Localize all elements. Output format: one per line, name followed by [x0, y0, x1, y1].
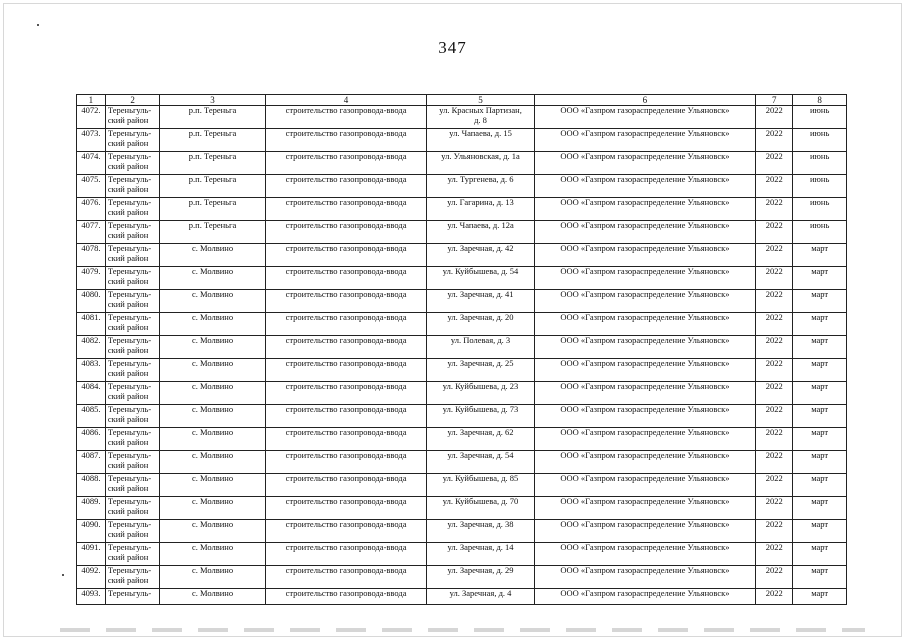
organization-cell: ООО «Газпром газораспределение Ульяновск»: [534, 244, 756, 267]
row-number: 4083.: [77, 359, 106, 382]
month-cell: март: [793, 382, 847, 405]
scan-edge-artifact: [60, 628, 865, 632]
scan-speck: [62, 574, 64, 576]
district-cell: Тереньгуль- ский район: [105, 313, 160, 336]
work-type-cell: строительство газопровода-ввода: [265, 106, 427, 129]
month-cell: март: [793, 497, 847, 520]
year-cell: 2022: [756, 336, 793, 359]
row-number: 4092.: [77, 566, 106, 589]
month-cell: июнь: [793, 129, 847, 152]
address-cell: ул. Тургенева, д. 6: [427, 175, 534, 198]
organization-cell: ООО «Газпром газораспределение Ульяновск»: [534, 175, 756, 198]
address-cell: ул. Гагарина, д. 13: [427, 198, 534, 221]
settlement-cell: с. Молвино: [160, 497, 265, 520]
district-cell: Тереньгуль- ский район: [105, 497, 160, 520]
year-cell: 2022: [756, 290, 793, 313]
month-cell: март: [793, 428, 847, 451]
organization-cell: ООО «Газпром газораспределение Ульяновск»: [534, 497, 756, 520]
district-cell: Тереньгуль- ский район: [105, 428, 160, 451]
year-cell: 2022: [756, 359, 793, 382]
district-cell: Тереньгуль- ский район: [105, 221, 160, 244]
address-cell: ул. Чапаева, д. 12а: [427, 221, 534, 244]
year-cell: 2022: [756, 451, 793, 474]
row-number: 4093.: [77, 589, 106, 605]
address-cell: ул. Ульяновская, д. 1а: [427, 152, 534, 175]
year-cell: 2022: [756, 405, 793, 428]
year-cell: 2022: [756, 313, 793, 336]
organization-cell: ООО «Газпром газораспределение Ульяновск»: [534, 198, 756, 221]
table-row: [77, 313, 847, 336]
row-number: 4074.: [77, 152, 106, 175]
settlement-cell: с. Молвино: [160, 543, 265, 566]
table-row: [77, 267, 847, 290]
row-number: 4086.: [77, 428, 106, 451]
year-cell: 2022: [756, 428, 793, 451]
year-cell: 2022: [756, 221, 793, 244]
col-header-2: 2: [105, 95, 160, 106]
work-type-cell: строительство газопровода-ввода: [265, 175, 427, 198]
year-cell: 2022: [756, 198, 793, 221]
row-number: 4078.: [77, 244, 106, 267]
table-row: [77, 543, 847, 566]
address-cell: ул. Куйбышева, д. 85: [427, 474, 534, 497]
row-number: 4079.: [77, 267, 106, 290]
settlement-cell: с. Молвино: [160, 589, 265, 605]
col-header-4: 4: [265, 95, 427, 106]
work-type-cell: строительство газопровода-ввода: [265, 566, 427, 589]
year-cell: 2022: [756, 244, 793, 267]
settlement-cell: с. Молвино: [160, 451, 265, 474]
row-number: 4087.: [77, 451, 106, 474]
district-cell: Тереньгуль- ский район: [105, 175, 160, 198]
address-cell: ул. Куйбышева, д. 73: [427, 405, 534, 428]
table-row: [77, 566, 847, 589]
year-cell: 2022: [756, 520, 793, 543]
month-cell: июнь: [793, 221, 847, 244]
year-cell: 2022: [756, 382, 793, 405]
work-type-cell: строительство газопровода-ввода: [265, 428, 427, 451]
year-cell: 2022: [756, 543, 793, 566]
month-cell: март: [793, 543, 847, 566]
address-cell: ул. Полевая, д. 3: [427, 336, 534, 359]
district-cell: Тереньгуль-: [105, 589, 160, 605]
district-cell: Тереньгуль- ский район: [105, 290, 160, 313]
settlement-cell: с. Молвино: [160, 566, 265, 589]
month-cell: март: [793, 290, 847, 313]
row-number: 4091.: [77, 543, 106, 566]
settlement-cell: с. Молвино: [160, 290, 265, 313]
month-cell: март: [793, 313, 847, 336]
table-row: [77, 106, 847, 129]
year-cell: 2022: [756, 474, 793, 497]
work-type-cell: строительство газопровода-ввода: [265, 359, 427, 382]
work-type-cell: строительство газопровода-ввода: [265, 290, 427, 313]
month-cell: март: [793, 451, 847, 474]
month-cell: март: [793, 267, 847, 290]
address-cell: ул. Красных Партизан, д. 8: [427, 106, 534, 129]
organization-cell: ООО «Газпром газораспределение Ульяновск»: [534, 129, 756, 152]
month-cell: март: [793, 589, 847, 605]
work-type-cell: строительство газопровода-ввода: [265, 520, 427, 543]
organization-cell: ООО «Газпром газораспределение Ульяновск»: [534, 359, 756, 382]
table-row: [77, 451, 847, 474]
table-row: [77, 198, 847, 221]
row-number: 4080.: [77, 290, 106, 313]
settlement-cell: с. Молвино: [160, 520, 265, 543]
work-type-cell: строительство газопровода-ввода: [265, 382, 427, 405]
month-cell: март: [793, 474, 847, 497]
row-number: 4082.: [77, 336, 106, 359]
organization-cell: ООО «Газпром газораспределение Ульяновск»: [534, 152, 756, 175]
year-cell: 2022: [756, 129, 793, 152]
organization-cell: ООО «Газпром газораспределение Ульяновск»: [534, 290, 756, 313]
work-type-cell: строительство газопровода-ввода: [265, 497, 427, 520]
col-header-6: 6: [534, 95, 756, 106]
row-number: 4088.: [77, 474, 106, 497]
settlement-cell: р.п. Тереньга: [160, 129, 265, 152]
col-header-5: 5: [427, 95, 534, 106]
table-row: [77, 382, 847, 405]
table-row: [77, 244, 847, 267]
work-type-cell: строительство газопровода-ввода: [265, 474, 427, 497]
district-cell: Тереньгуль- ский район: [105, 198, 160, 221]
organization-cell: ООО «Газпром газораспределение Ульяновск»: [534, 428, 756, 451]
settlement-cell: с. Молвино: [160, 405, 265, 428]
work-type-cell: строительство газопровода-ввода: [265, 451, 427, 474]
address-cell: ул. Заречная, д. 41: [427, 290, 534, 313]
works-table: [76, 94, 847, 605]
organization-cell: ООО «Газпром газораспределение Ульяновск»: [534, 543, 756, 566]
organization-cell: ООО «Газпром газораспределение Ульяновск»: [534, 474, 756, 497]
district-cell: Тереньгуль- ский район: [105, 129, 160, 152]
year-cell: 2022: [756, 497, 793, 520]
district-cell: Тереньгуль- ский район: [105, 474, 160, 497]
table-row: [77, 221, 847, 244]
address-cell: ул. Заречная, д. 29: [427, 566, 534, 589]
work-type-cell: строительство газопровода-ввода: [265, 198, 427, 221]
work-type-cell: строительство газопровода-ввода: [265, 244, 427, 267]
work-type-cell: строительство газопровода-ввода: [265, 589, 427, 605]
month-cell: март: [793, 244, 847, 267]
col-header-8: 8: [793, 95, 847, 106]
district-cell: Тереньгуль- ский район: [105, 106, 160, 129]
table-row: [77, 152, 847, 175]
page-number: 347: [438, 38, 467, 57]
organization-cell: ООО «Газпром газораспределение Ульяновск»: [534, 336, 756, 359]
col-header-3: 3: [160, 95, 265, 106]
organization-cell: ООО «Газпром газораспределение Ульяновск»: [534, 382, 756, 405]
settlement-cell: с. Молвино: [160, 382, 265, 405]
address-cell: ул. Заречная, д. 4: [427, 589, 534, 605]
settlement-cell: с. Молвино: [160, 474, 265, 497]
address-cell: ул. Заречная, д. 20: [427, 313, 534, 336]
row-number: 4072.: [77, 106, 106, 129]
year-cell: 2022: [756, 566, 793, 589]
district-cell: Тереньгуль- ский район: [105, 152, 160, 175]
table-row: [77, 405, 847, 428]
row-number: 4090.: [77, 520, 106, 543]
work-type-cell: строительство газопровода-ввода: [265, 221, 427, 244]
district-cell: Тереньгуль- ский район: [105, 451, 160, 474]
address-cell: ул. Заречная, д. 25: [427, 359, 534, 382]
address-cell: ул. Чапаева, д. 15: [427, 129, 534, 152]
month-cell: июнь: [793, 175, 847, 198]
work-type-cell: строительство газопровода-ввода: [265, 313, 427, 336]
organization-cell: ООО «Газпром газораспределение Ульяновск»: [534, 520, 756, 543]
month-cell: март: [793, 359, 847, 382]
organization-cell: ООО «Газпром газораспределение Ульяновск»: [534, 267, 756, 290]
table-row: [77, 428, 847, 451]
month-cell: июнь: [793, 152, 847, 175]
month-cell: март: [793, 405, 847, 428]
row-number: 4084.: [77, 382, 106, 405]
row-number: 4077.: [77, 221, 106, 244]
table-row: [77, 175, 847, 198]
organization-cell: ООО «Газпром газораспределение Ульяновск»: [534, 221, 756, 244]
table-row: [77, 589, 847, 605]
row-number: 4073.: [77, 129, 106, 152]
table-row: [77, 290, 847, 313]
table-row: [77, 520, 847, 543]
table-header-row: [77, 95, 847, 106]
organization-cell: ООО «Газпром газораспределение Ульяновск»: [534, 313, 756, 336]
work-type-cell: строительство газопровода-ввода: [265, 152, 427, 175]
scan-speck: [37, 24, 39, 26]
organization-cell: ООО «Газпром газораспределение Ульяновск»: [534, 405, 756, 428]
work-type-cell: строительство газопровода-ввода: [265, 405, 427, 428]
table-row: [77, 359, 847, 382]
row-number: 4075.: [77, 175, 106, 198]
month-cell: июнь: [793, 106, 847, 129]
table-row: [77, 336, 847, 359]
settlement-cell: р.п. Тереньга: [160, 106, 265, 129]
organization-cell: ООО «Газпром газораспределение Ульяновск»: [534, 106, 756, 129]
settlement-cell: р.п. Тереньга: [160, 152, 265, 175]
settlement-cell: р.п. Тереньга: [160, 198, 265, 221]
settlement-cell: р.п. Тереньга: [160, 175, 265, 198]
address-cell: ул. Куйбышева, д. 23: [427, 382, 534, 405]
district-cell: Тереньгуль- ский район: [105, 405, 160, 428]
address-cell: ул. Заречная, д. 14: [427, 543, 534, 566]
month-cell: март: [793, 520, 847, 543]
year-cell: 2022: [756, 106, 793, 129]
address-cell: ул. Заречная, д. 38: [427, 520, 534, 543]
district-cell: Тереньгуль- ский район: [105, 520, 160, 543]
row-number: 4085.: [77, 405, 106, 428]
row-number: 4089.: [77, 497, 106, 520]
organization-cell: ООО «Газпром газораспределение Ульяновск»: [534, 589, 756, 605]
settlement-cell: с. Молвино: [160, 428, 265, 451]
year-cell: 2022: [756, 175, 793, 198]
district-cell: Тереньгуль- ский район: [105, 359, 160, 382]
address-cell: ул. Заречная, д. 54: [427, 451, 534, 474]
address-cell: ул. Куйбышева, д. 54: [427, 267, 534, 290]
organization-cell: ООО «Газпром газораспределение Ульяновск»: [534, 566, 756, 589]
month-cell: июнь: [793, 198, 847, 221]
year-cell: 2022: [756, 152, 793, 175]
district-cell: Тереньгуль- ский район: [105, 566, 160, 589]
row-number: 4081.: [77, 313, 106, 336]
work-type-cell: строительство газопровода-ввода: [265, 336, 427, 359]
address-cell: ул. Заречная, д. 62: [427, 428, 534, 451]
table-row: [77, 129, 847, 152]
settlement-cell: с. Молвино: [160, 244, 265, 267]
month-cell: март: [793, 566, 847, 589]
settlement-cell: с. Молвино: [160, 313, 265, 336]
district-cell: Тереньгуль- ский район: [105, 267, 160, 290]
settlement-cell: с. Молвино: [160, 336, 265, 359]
work-type-cell: строительство газопровода-ввода: [265, 543, 427, 566]
year-cell: 2022: [756, 589, 793, 605]
settlement-cell: с. Молвино: [160, 359, 265, 382]
district-cell: Тереньгуль- ский район: [105, 336, 160, 359]
address-cell: ул. Куйбышева, д. 70: [427, 497, 534, 520]
organization-cell: ООО «Газпром газораспределение Ульяновск»: [534, 451, 756, 474]
col-header-1: 1: [77, 95, 106, 106]
work-type-cell: строительство газопровода-ввода: [265, 129, 427, 152]
settlement-cell: р.п. Тереньга: [160, 221, 265, 244]
row-number: 4076.: [77, 198, 106, 221]
district-cell: Тереньгуль- ский район: [105, 244, 160, 267]
address-cell: ул. Заречная, д. 42: [427, 244, 534, 267]
work-type-cell: строительство газопровода-ввода: [265, 267, 427, 290]
col-header-7: 7: [756, 95, 793, 106]
year-cell: 2022: [756, 267, 793, 290]
month-cell: март: [793, 336, 847, 359]
table-row: [77, 474, 847, 497]
district-cell: Тереньгуль- ский район: [105, 543, 160, 566]
settlement-cell: с. Молвино: [160, 267, 265, 290]
district-cell: Тереньгуль- ский район: [105, 382, 160, 405]
table-row: [77, 497, 847, 520]
